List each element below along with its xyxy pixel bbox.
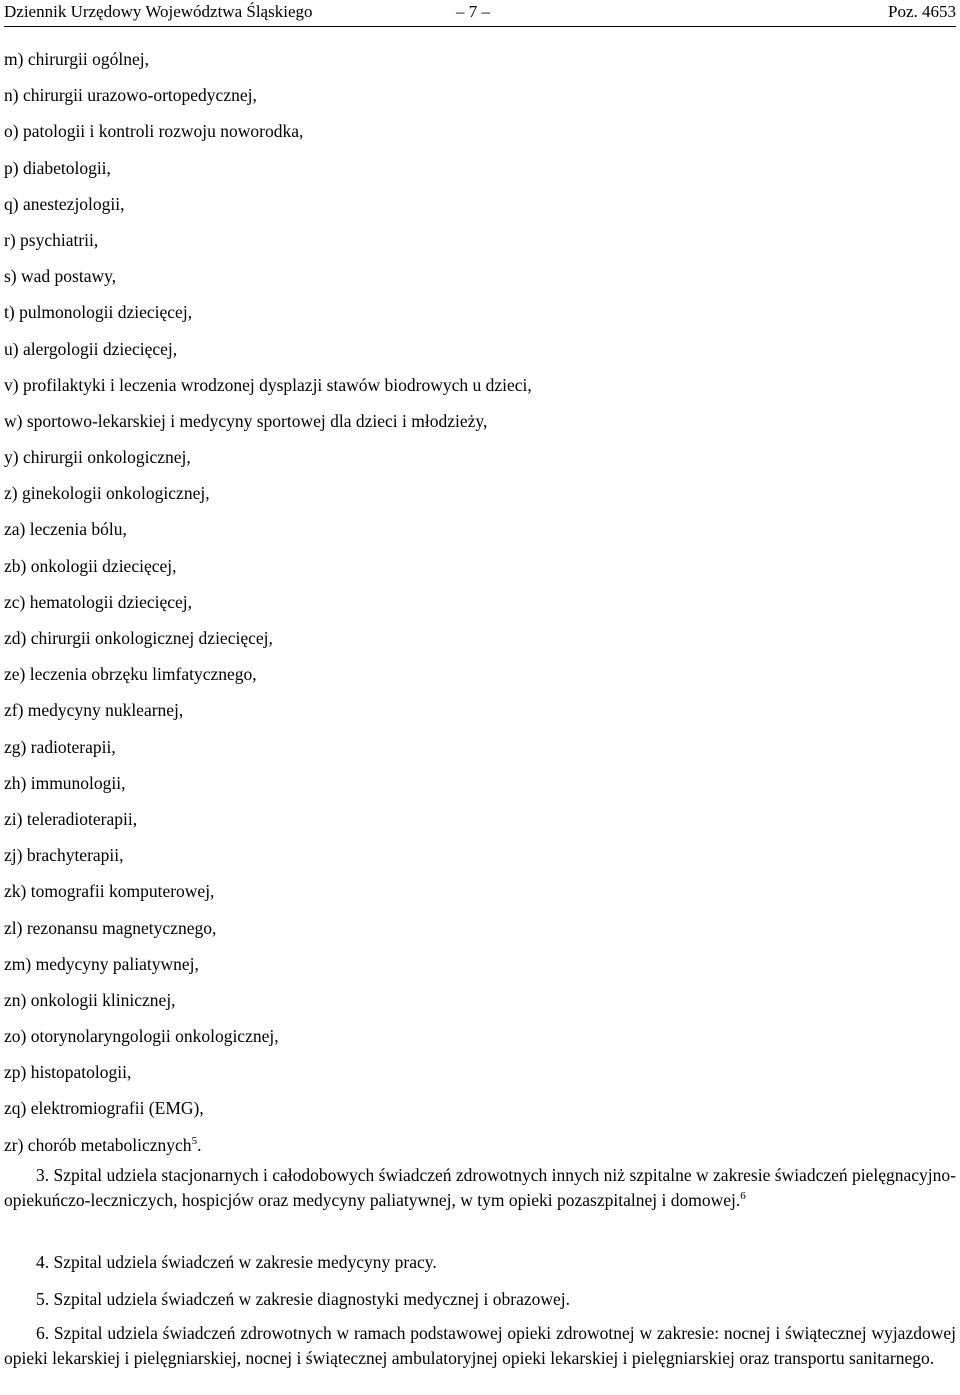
list-item: zf) medycyny nuklearnej, — [4, 700, 184, 721]
list-item: w) sportowo-lekarskiej i medycyny sportowej dla dzieci i młodzieży, — [4, 410, 488, 431]
page-number: – 7 – — [456, 2, 490, 21]
list-item: zm) medycyny paliatywnej, — [4, 953, 199, 974]
specialty-list — [4, 41, 944, 1163]
paragraph-5: 5. Szpital udziela świadczeń w zakresie diagnostyki medycznej i obrazowej. — [36, 1289, 571, 1309]
list-item: zl) rezonansu magnetycznego, — [4, 917, 217, 938]
list-item: v) profilaktyki i leczenia wrodzonej dysplazji stawów biodrowych u dzieci, — [4, 374, 532, 395]
journal-title: Dziennik Urzędowy Województwa Śląskiego — [4, 2, 313, 21]
list-item: s) wad postawy, — [4, 266, 117, 287]
paragraph-3 — [4, 1163, 956, 1212]
list-item: o) patologii i kontroli rozwoju noworodka, — [4, 121, 304, 142]
list-item: zc) hematologii dziecięcej, — [4, 591, 193, 612]
paragraph-6: 6. Szpital udziela świadczeń zdrowotnych w ramach podstawowej opieki zdrowotnej w zakresie: nocnej i świątecznej wyjazdowej opieki lekarskiej i pielęgniarskiej, nocnej i świątecznej ambulatoryjnej opieki lekarskiej i pielęgniarskiej oraz transportu sanitarnego. — [4, 1323, 956, 1368]
list-item: n) chirurgii urazowo-ortopedycznej, — [4, 85, 257, 106]
list-item: zd) chirurgii onkologicznej dziecięcej, — [4, 628, 273, 648]
list-item: u) alergologii dziecięcej, — [4, 338, 178, 359]
list-item: ze) leczenia obrzęku limfatycznego, — [4, 664, 257, 685]
list-item: zn) onkologii klinicznej, — [4, 989, 176, 1010]
list-item: zh) immunologii, — [4, 772, 126, 793]
list-item: zb) onkologii dziecięcej, — [4, 555, 177, 576]
position-number: Poz. 4653 — [888, 2, 956, 21]
list-item: zq) elektromiografii (EMG), — [4, 1098, 204, 1119]
list-item: z) ginekologii onkologicznej, — [4, 483, 210, 504]
list-item: za) leczenia bólu, — [4, 519, 127, 540]
paragraph-4: 4. Szpital udziela świadczeń w zakresie medycyny pracy. — [36, 1252, 437, 1272]
list-item: zo) otorynolaryngologii onkologicznej, — [4, 1026, 279, 1047]
list-item: y) chirurgii onkologicznej, — [4, 447, 191, 468]
list-item-last — [4, 1127, 944, 1163]
paragraph-3-text: 3. Szpital udziela stacjonarnych i całodobowych świadczeń zdrowotnych innych niż szpitalne w zakresie świadczeń pielęgnacyjno-opiekuńczo-leczniczych, hospicjów oraz medycyny paliatywnej, w tym opieki pozaszpitalnej i domowej. — [4, 1165, 956, 1210]
list-item: zi) teleradioterapii, — [4, 808, 138, 829]
list-item: r) psychiatrii, — [4, 229, 99, 250]
list-item: q) anestezjologii, — [4, 193, 125, 214]
list-item: p) diabetologii, — [4, 157, 111, 178]
list-item: zp) histopatologii, — [4, 1062, 132, 1083]
page-header — [4, 0, 956, 27]
list-item-text: zr) chorób metabolicznych — [4, 1134, 192, 1155]
list-item: zj) brachyterapii, — [4, 845, 124, 866]
list-item: zg) radioterapii, — [4, 736, 116, 757]
footnote-ref: 6 — [740, 1189, 746, 1202]
list-item: zk) tomografii komputerowej, — [4, 881, 215, 902]
list-item: t) pulmonologii dziecięcej, — [4, 302, 193, 323]
list-item: m) chirurgii ogólnej, — [4, 49, 149, 69]
list-item-end: . — [197, 1134, 202, 1155]
footnote-ref: 5 — [191, 1134, 198, 1147]
